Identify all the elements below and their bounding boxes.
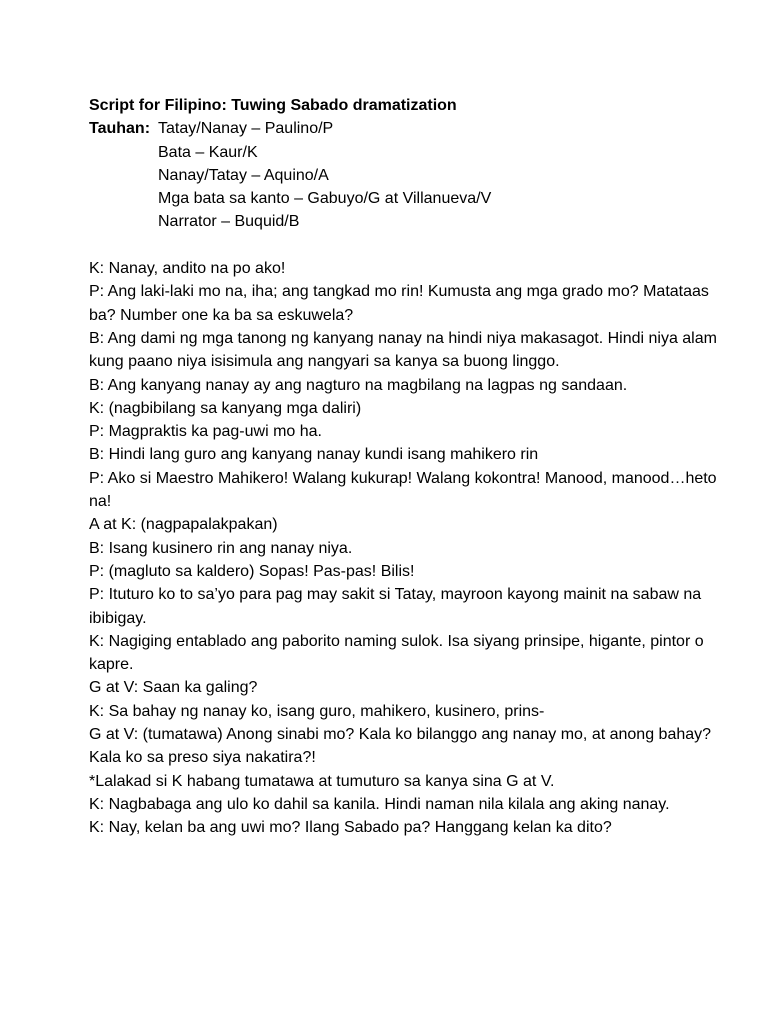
dialogue-line: P: (magluto sa kaldero) Sopas! Pas-pas! Bilis! <box>89 562 415 580</box>
cast-row <box>89 164 729 187</box>
dialogue-line: B: Ang dami ng mga tanong ng kanyang nanay na hindi niya makasagot. Hindi niya alam kung paano niya isisimula ang nangyari sa kanya sa buong linggo. <box>89 329 717 371</box>
dialogue-line: P: Ituturo ko to sa’yo para pag may sakit si Tatay, mayroon kayong mainit na sabaw na ibibigay. <box>89 586 702 627</box>
dialogue-line: P: Ako si Maestro Mahikero! Walang kukurap! Walang kokontra! Manood, manood…heto na! <box>89 469 717 511</box>
document-title: Script for Filipino: Tuwing Sabado dramatization <box>89 97 457 114</box>
cast-label: Tauhan: <box>89 120 151 138</box>
cast-entry: Tatay/Nanay – Paulino/P <box>158 120 334 138</box>
cast-entry: Bata – Kaur/K <box>158 143 258 161</box>
dialogue-line: K: Sa bahay ng nanay ko, isang guro, mahikero, kusinero, prins- <box>89 702 545 720</box>
dialogue-line: K: Nagbabaga ang ulo ko dahil sa kanila. Hindi naman nila kilala ang aking nanay. <box>89 795 670 813</box>
cast-entry: Nanay/Tatay – Aquino/A <box>158 166 329 184</box>
cast-row <box>89 141 729 164</box>
cast-row <box>89 117 729 140</box>
script-page <box>89 94 729 840</box>
dialogue-line: P: Ang laki-laki mo na, iha; ang tangkad mo rin! Kumusta ang mga grado mo? Matataas ba? Number one ka ba sa eskuwela? <box>89 283 709 324</box>
cast-entry: Narrator – Buquid/B <box>158 213 300 231</box>
dialogue-line: B: Ang kanyang nanay ay ang nagturo na magbilang na lagpas ng sandaan. <box>89 376 628 394</box>
cast-row <box>89 187 729 210</box>
dialogue-line: K: Nagiging entablado ang paborito naming sulok. Isa siyang prinsipe, higante, pintor o kapre. <box>89 632 704 674</box>
dialogue-line: G at V: (tumatawa) Anong sinabi mo? Kala ko bilanggo ang nanay mo, at anong bahay? Kala ko sa preso siya nakatira?! <box>89 726 712 767</box>
blank-line <box>89 234 729 257</box>
cast-indent <box>89 164 158 187</box>
dialogue-line: K: Nanay, andito na po ako! <box>89 260 286 278</box>
cast-indent <box>89 210 158 233</box>
dialogue-line: K: Nay, kelan ba ang uwi mo? Ilang Sabado pa? Hanggang kelan ka dito? <box>89 819 612 837</box>
stage-direction: *Lalakad si K habang tumatawa at tumuturo sa kanya sina G at V. <box>89 772 555 790</box>
dialogue-line: A at K: (nagpapalakpakan) <box>89 516 278 534</box>
dialogue-line: P: Magpraktis ka pag-uwi mo ha. <box>89 423 322 441</box>
dialogue-line: B: Hindi lang guro ang kanyang nanay kundi isang mahikero rin <box>89 446 539 464</box>
dialogue-line: B: Isang kusinero rin ang nanay niya. <box>89 539 353 557</box>
dialogue-line: G at V: Saan ka galing? <box>89 679 258 697</box>
cast-row <box>89 210 729 233</box>
cast-entry: Mga bata sa kanto – Gabuyo/G at Villanueva/V <box>158 190 492 208</box>
dialogue-line: K: (nagbibilang sa kanyang mga daliri) <box>89 399 362 417</box>
script-body <box>89 257 729 839</box>
cast-indent <box>89 141 158 164</box>
cast-indent <box>89 187 158 210</box>
